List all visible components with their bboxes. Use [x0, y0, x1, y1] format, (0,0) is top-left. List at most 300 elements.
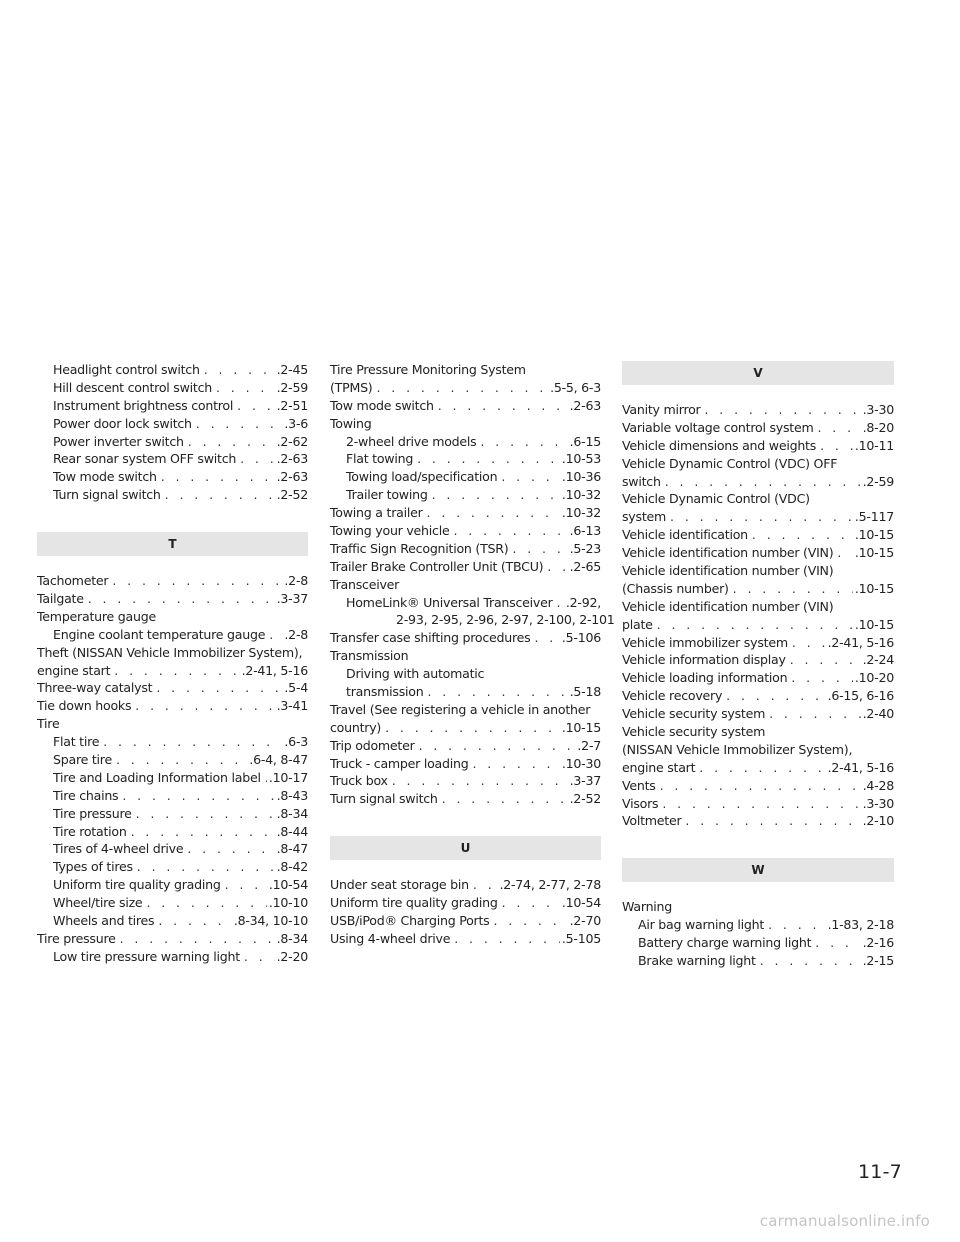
entry-text: Warning [622, 899, 673, 915]
index-entry [37, 930, 308, 948]
index-entry [622, 777, 894, 795]
entry-page-ref: .5-106 [561, 630, 601, 646]
index-entry [37, 415, 308, 433]
index-entry [622, 723, 894, 741]
entry-text: Engine coolant temperature gauge [53, 626, 266, 642]
entry-page-ref: .10-10 [268, 895, 308, 911]
index-entry [37, 361, 308, 379]
index-entry [330, 450, 601, 468]
entry-text: transmission [346, 684, 424, 700]
entry-text: Vehicle recovery [622, 688, 723, 704]
index-column-2 [330, 361, 615, 948]
dot-leader [385, 719, 560, 737]
entry-page-ref: .5-18 [569, 684, 601, 700]
entry-text: Tow mode switch [330, 397, 434, 413]
entry-text: Vehicle information display [622, 652, 786, 668]
entry-page-ref: .2-41, 5-16 [241, 662, 308, 678]
dot-leader [473, 755, 560, 773]
entry-text: Voltmeter [622, 813, 682, 829]
dot-leader [135, 697, 274, 715]
index-entry [622, 952, 894, 970]
entry-text: Transfer case shifting procedures [330, 630, 531, 646]
dot-leader [112, 572, 282, 590]
index-entry [622, 812, 894, 830]
entry-text: Power door lock switch [53, 415, 192, 431]
index-entry [330, 540, 601, 558]
index-entry [37, 608, 308, 626]
dot-leader [493, 912, 567, 930]
index-entry [622, 898, 894, 916]
dot-leader [265, 769, 267, 787]
index-entry [37, 662, 308, 680]
entry-text: switch [622, 473, 661, 489]
index-entry [37, 805, 308, 823]
entry-page-ref: .8-47 [276, 841, 308, 857]
entry-page-ref: .6-3 [284, 734, 308, 750]
index-entry [37, 840, 308, 858]
entry-text: Types of tires [53, 859, 133, 875]
index-entry [330, 415, 601, 433]
entry-text: Transmission [330, 648, 409, 664]
entry-text: Trip odometer [330, 737, 415, 753]
index-entry [37, 948, 308, 966]
entry-text: Uniform tire quality grading [330, 895, 498, 911]
dot-leader [187, 840, 274, 858]
entry-page-ref: .6-13 [569, 523, 601, 539]
entry-text: country) [330, 719, 382, 735]
index-entry [330, 647, 601, 665]
entry-page-ref: .8-34, 10-10 [233, 913, 308, 929]
section-header: T [37, 532, 308, 556]
dot-leader [481, 433, 568, 451]
index-entry [37, 626, 308, 644]
index-entry [330, 665, 601, 683]
entry-page-ref: .8-44 [276, 823, 308, 839]
index-entry [37, 769, 308, 787]
entry-text: HomeLink® Universal Transceiver [346, 594, 553, 610]
index-entry [330, 719, 601, 737]
entry-page-ref: .10-15 [854, 527, 894, 543]
entry-page-ref: .10-32 [561, 505, 601, 521]
entry-text: Hill descent control switch [53, 379, 212, 395]
index-entry [37, 715, 308, 733]
entry-text: Towing your vehicle [330, 523, 450, 539]
entry-text: Tire and Loading Information label [53, 769, 261, 785]
index-entry [622, 934, 894, 952]
entry-text: Towing a trailer [330, 505, 423, 521]
dot-leader [165, 486, 275, 504]
entry-text: (Chassis number) [622, 580, 729, 596]
dot-leader [269, 626, 282, 644]
index-entry [622, 669, 894, 687]
entry-page-ref: .5-117 [854, 509, 894, 525]
entry-page-ref: .2-92, [565, 594, 601, 610]
index-entry [330, 755, 601, 773]
entry-text: 2-93, 2-95, 2-96, 2-97, 2-100, 2-101 [396, 612, 615, 628]
entry-text: Tire Pressure Monitoring System [330, 362, 526, 377]
dot-leader [726, 687, 825, 705]
dot-leader [502, 894, 560, 912]
section-spacer [330, 808, 601, 836]
dot-leader [501, 468, 560, 486]
index-entry [330, 772, 601, 790]
entry-page-ref: .8-42 [276, 859, 308, 875]
entry-text: Temperature gauge [37, 608, 156, 624]
entry-text: Wheel/tire size [53, 895, 143, 911]
entry-page-ref: .10-54 [561, 895, 601, 911]
entry-text: Traffic Sign Recognition (TSR) [330, 540, 509, 556]
entry-text: Trailer Brake Controller Unit (TBCU) [330, 558, 544, 574]
section-header: V [622, 361, 894, 385]
index-entry [330, 894, 601, 912]
index-entry [622, 455, 894, 473]
dot-leader [131, 823, 275, 841]
entry-text: Tachometer [37, 573, 109, 589]
dot-leader [376, 379, 548, 397]
dot-leader [768, 916, 825, 934]
dot-leader [427, 504, 560, 522]
entry-page-ref: .8-34 [276, 930, 308, 946]
index-entry [330, 611, 615, 629]
entry-text: Vehicle Dynamic Control (VDC) [622, 491, 810, 507]
dot-leader [818, 419, 861, 437]
entry-text: Instrument brightness control [53, 397, 234, 413]
entry-text: Tire pressure [37, 930, 116, 946]
entry-text: Tire [37, 716, 60, 732]
entry-page-ref: .3-30 [862, 795, 894, 811]
entry-page-ref: .2-24 [862, 652, 894, 668]
index-entry [622, 419, 894, 437]
dot-leader [244, 948, 275, 966]
entry-text: Truck - camper loading [330, 755, 469, 771]
entry-page-ref: .2-10 [862, 813, 894, 829]
entry-text: Flat towing [346, 451, 414, 467]
dot-leader [699, 759, 825, 777]
dot-leader [225, 876, 267, 894]
index-entry [330, 433, 601, 451]
section-header: U [330, 836, 601, 860]
index-entry [37, 876, 308, 894]
dot-leader [769, 705, 861, 723]
index-entry [622, 508, 894, 526]
entry-page-ref: .6-4, 8-47 [249, 752, 308, 768]
index-entry [622, 687, 894, 705]
entry-text: Vehicle security system [622, 706, 766, 722]
dot-leader [670, 508, 853, 526]
dot-leader [534, 629, 559, 647]
index-entry [37, 379, 308, 397]
entry-page-ref: .2-16 [862, 935, 894, 951]
index-entry [330, 594, 601, 612]
entry-text: Under seat storage bin [330, 877, 469, 893]
dot-leader [216, 379, 275, 397]
index-entry [330, 397, 601, 415]
dot-leader [790, 651, 861, 669]
dot-leader [820, 437, 853, 455]
entry-page-ref: .2-40 [862, 706, 894, 722]
index-entry [37, 787, 308, 805]
dot-leader [146, 894, 266, 912]
entry-page-ref: .10-53 [561, 451, 601, 467]
index-entry [37, 858, 308, 876]
entry-page-ref: .2-8 [284, 573, 308, 589]
entry-page-ref: .2-59 [862, 473, 894, 489]
index-entry [622, 544, 894, 562]
entry-page-ref: .10-17 [268, 769, 308, 785]
entry-text: Vehicle dimensions and weights [622, 437, 817, 453]
entry-page-ref: .2-63 [276, 469, 308, 485]
section-spacer [37, 504, 308, 532]
entry-text: Vehicle security system [622, 724, 766, 740]
index-entry [622, 616, 894, 634]
entry-text: Trailer towing [346, 487, 428, 503]
entry-text: plate [622, 616, 653, 632]
entry-page-ref: .5-5, 6-3 [550, 379, 601, 395]
entry-page-ref: .10-15 [561, 719, 601, 735]
dot-leader [662, 795, 860, 813]
dot-leader [419, 737, 576, 755]
entry-text: Battery charge warning light [638, 935, 812, 951]
index-entry [37, 912, 308, 930]
dot-leader [760, 952, 861, 970]
entry-page-ref: .2-63 [276, 451, 308, 467]
entry-page-ref: .3-6 [284, 415, 308, 431]
index-entry [622, 562, 894, 580]
entry-text: Power inverter switch [53, 433, 184, 449]
entry-page-ref: .4-28 [862, 777, 894, 793]
entry-text: 2-wheel drive models [346, 433, 477, 449]
entry-text: Variable voltage control system [622, 419, 814, 435]
entry-text: Driving with automatic [346, 666, 485, 682]
entry-text: Headlight control switch [53, 362, 200, 377]
entry-text: Low tire pressure warning light [53, 948, 240, 964]
index-entry [37, 823, 308, 841]
dot-leader [432, 486, 560, 504]
entry-text: Truck box [330, 773, 388, 789]
entry-text: (TPMS) [330, 379, 373, 395]
index-entry [330, 576, 601, 594]
watermark: carmanualsonline.info [759, 1212, 930, 1230]
dot-leader [557, 594, 564, 612]
entry-page-ref: .10-32 [561, 487, 601, 503]
entry-page-ref: .2-20 [276, 948, 308, 964]
dot-leader [161, 468, 275, 486]
index-entry [330, 737, 601, 755]
entry-page-ref: .5-23 [569, 540, 601, 556]
index-entry [622, 634, 894, 652]
entry-page-ref: .6-15 [569, 433, 601, 449]
entry-page-ref: .10-11 [854, 437, 894, 453]
index-entry [37, 468, 308, 486]
entry-page-ref: .2-15 [862, 953, 894, 969]
index-entry [37, 433, 308, 451]
dot-leader [660, 777, 861, 795]
section-spacer [622, 830, 894, 858]
index-entry [37, 590, 308, 608]
dot-leader [188, 433, 275, 451]
entry-text: Tire chains [53, 787, 119, 803]
entry-text: Vanity mirror [622, 402, 701, 417]
index-entry [622, 916, 894, 934]
entry-page-ref: .2-52 [276, 487, 308, 503]
entry-text: system [622, 509, 667, 525]
index-entry [37, 644, 308, 662]
entry-text: Tire rotation [53, 823, 127, 839]
dot-leader [791, 669, 853, 687]
index-entry [330, 683, 601, 701]
entry-text: Tow mode switch [53, 469, 157, 485]
dot-leader [473, 876, 498, 894]
entry-page-ref: .10-20 [854, 670, 894, 686]
entry-text: engine start [622, 759, 696, 775]
entry-page-ref: .2-45 [276, 362, 308, 377]
index-entry [330, 701, 601, 719]
entry-text: Flat tire [53, 734, 100, 750]
index-entry [330, 361, 601, 379]
entry-text: Vents [622, 777, 656, 793]
dot-leader [733, 580, 853, 598]
index-entry [622, 705, 894, 723]
entry-page-ref: .10-15 [854, 616, 894, 632]
index-entry [330, 876, 601, 894]
entry-text: Tailgate [37, 591, 84, 607]
index-entry [37, 751, 308, 769]
entry-page-ref: .2-51 [276, 397, 308, 413]
entry-text: Rear sonar system OFF switch [53, 451, 237, 467]
entry-text: Travel (See registering a vehicle in another [330, 701, 591, 717]
entry-page-ref: .5-4 [284, 680, 308, 696]
index-entry [622, 598, 894, 616]
entry-page-ref: .2-52 [569, 791, 601, 807]
entry-page-ref: .8-43 [276, 787, 308, 803]
entry-text: Vehicle immobilizer system [622, 634, 788, 650]
dot-leader [792, 634, 826, 652]
entry-text: Visors [622, 795, 659, 811]
index-entry [330, 379, 601, 397]
dot-leader [547, 558, 567, 576]
dot-leader [196, 415, 283, 433]
index-entry [622, 580, 894, 598]
dot-leader [156, 679, 282, 697]
entry-page-ref: .2-41, 5-16 [827, 759, 894, 775]
entry-text: Transceiver [330, 576, 400, 592]
entry-text: Using 4-wheel drive [330, 930, 451, 946]
entry-page-ref: .2-59 [276, 379, 308, 395]
page-number: 11-7 [858, 1161, 902, 1183]
dot-leader [114, 662, 239, 680]
dot-leader [103, 733, 282, 751]
entry-page-ref: .2-65 [569, 558, 601, 574]
index-entry [622, 490, 894, 508]
entry-text: Tire pressure [53, 805, 132, 821]
index-entry [330, 629, 601, 647]
index-entry [37, 697, 308, 715]
entry-text: Three-way catalyst [37, 680, 153, 696]
dot-leader [815, 934, 860, 952]
entry-text: Spare tire [53, 752, 112, 768]
index-entry [330, 486, 601, 504]
entry-text: engine start [37, 662, 111, 678]
entry-page-ref: .2-7 [577, 737, 601, 753]
entry-page-ref: .3-37 [276, 591, 308, 607]
dot-leader [204, 361, 275, 379]
entry-page-ref: .8-34 [276, 805, 308, 821]
dot-leader [88, 590, 275, 608]
entry-page-ref: .2-62 [276, 433, 308, 449]
dot-leader [837, 544, 853, 562]
entry-text: Towing [330, 415, 372, 431]
entry-page-ref: .3-30 [862, 402, 894, 417]
index-entry [622, 741, 894, 759]
dot-leader [116, 751, 247, 769]
dot-leader [438, 397, 568, 415]
dot-leader [237, 397, 275, 415]
dot-leader [657, 616, 853, 634]
entry-page-ref: .2-8 [284, 626, 308, 642]
entry-text: Vehicle identification number (VIN) [622, 545, 834, 561]
dot-leader [122, 787, 274, 805]
entry-text: Towing load/specification [346, 469, 498, 485]
entry-text: Vehicle identification number (VIN) [622, 598, 834, 614]
entry-page-ref: .8-20 [862, 419, 894, 435]
section-header: W [622, 858, 894, 882]
entry-page-ref: .3-41 [276, 698, 308, 714]
entry-page-ref: .6-15, 6-16 [827, 688, 894, 704]
index-entry [622, 651, 894, 669]
entry-text: Wheels and tires [53, 913, 155, 929]
index-entry [622, 437, 894, 455]
index-entry [37, 733, 308, 751]
dot-leader [120, 930, 275, 948]
index-entry [622, 526, 894, 544]
index-entry [330, 468, 601, 486]
index-entry [330, 790, 601, 808]
entry-page-ref: .10-30 [561, 755, 601, 771]
index-entry [330, 522, 601, 540]
dot-leader [752, 526, 853, 544]
entry-page-ref: .3-37 [569, 773, 601, 789]
index-entry [37, 486, 308, 504]
dot-leader [392, 772, 568, 790]
entry-text: Vehicle loading information [622, 670, 788, 686]
entry-page-ref: .10-36 [561, 469, 601, 485]
entry-page-ref: .2-63 [569, 397, 601, 413]
dot-leader [417, 450, 560, 468]
entry-text: Vehicle identification [622, 527, 748, 543]
index-entry [330, 930, 601, 948]
entry-page-ref: .10-15 [854, 580, 894, 596]
index-entry [37, 572, 308, 590]
entry-page-ref: .2-41, 5-16 [827, 634, 894, 650]
index-entry [622, 759, 894, 777]
dot-leader [685, 812, 860, 830]
entry-text: Air bag warning light [638, 917, 765, 933]
dot-leader [240, 450, 275, 468]
entry-text: USB/iPod® Charging Ports [330, 913, 490, 929]
dot-leader [665, 473, 861, 491]
index-entry [330, 912, 601, 930]
index-entry [37, 450, 308, 468]
entry-text: Theft (NISSAN Vehicle Immobilizer System), [37, 644, 303, 660]
entry-text: Tie down hooks [37, 698, 132, 714]
index-entry [330, 504, 601, 522]
dot-leader [136, 805, 275, 823]
index-entry [37, 679, 308, 697]
index-entry [622, 473, 894, 491]
entry-page-ref: .10-54 [268, 877, 308, 893]
index-entry [622, 401, 894, 419]
entry-text: Vehicle identification number (VIN) [622, 563, 834, 579]
